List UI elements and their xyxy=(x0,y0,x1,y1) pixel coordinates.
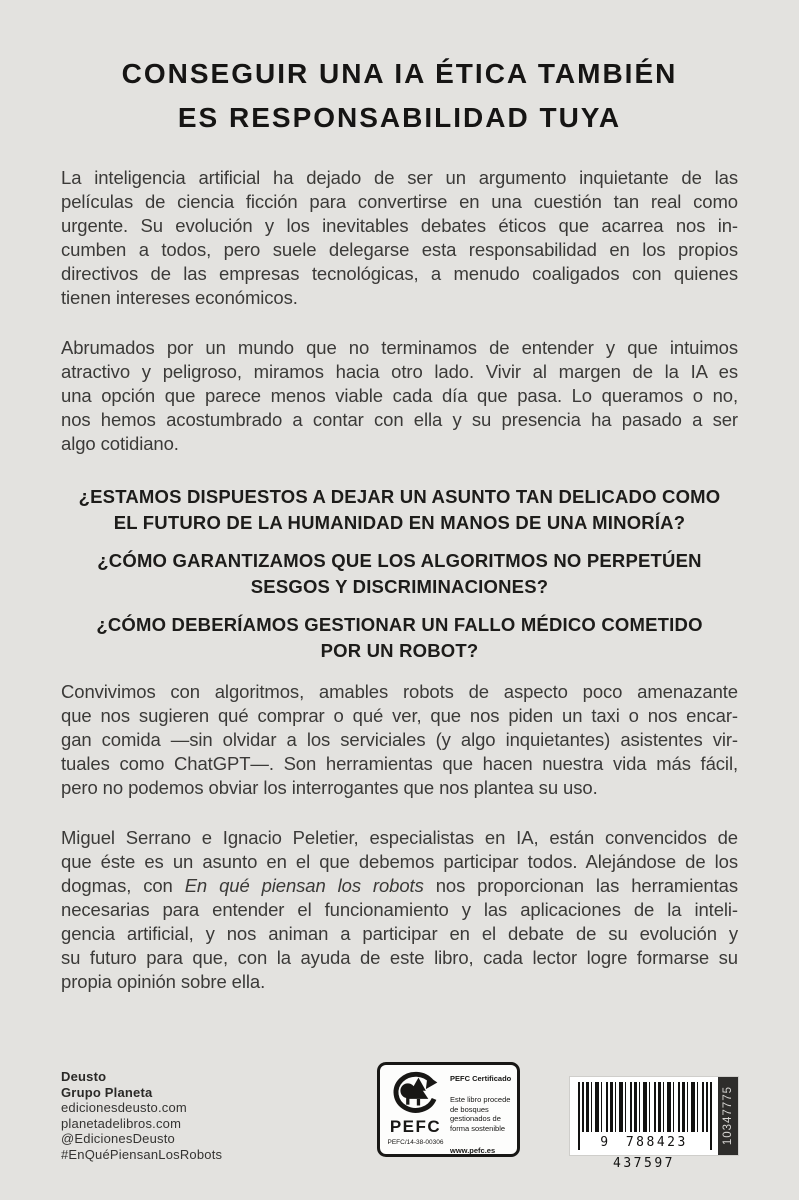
questions-block xyxy=(61,484,738,664)
text-line: que nos sugieren qué comprar o qué ver, que nos piden un taxi o nos encar- xyxy=(61,705,738,726)
text-line: tuales como ChatGPT—. Son herramientas que hacen nuestra vida más fácil, xyxy=(61,753,738,774)
text-line: tienen intereses económicos. xyxy=(61,287,298,308)
text-line: Grupo Planeta xyxy=(61,1084,153,1100)
barcode-side-strip xyxy=(718,1077,738,1155)
paragraph-algorithms xyxy=(61,680,738,800)
text-line: atractivo y peligroso, miramos hacia otro lado. Vivir al margen de la IA es xyxy=(61,361,738,382)
publisher-block xyxy=(61,1069,222,1162)
text-line: edicionesdeusto.com xyxy=(61,1100,187,1115)
text-line: que éste es un asunto en el que debemos participar todos. Alejándose de los xyxy=(61,851,738,872)
barcode xyxy=(570,1077,738,1171)
text-line: Deusto xyxy=(61,1069,107,1084)
text-line: cumben a todos, pero suele delegarse esta responsabilidad en los propios xyxy=(61,239,738,260)
text-line: pero no podemos obviar los interrogantes que nos plantea su uso. xyxy=(61,777,598,798)
text-line: una opción que parece menos viable cada día que pasa. Lo queramos o no, xyxy=(61,385,738,406)
text-line: urgente. Su evolución y los inevitables debates éticos que acarrea nos in- xyxy=(61,215,738,236)
text-line: La inteligencia artificial ha dejado de ser un argumento inquietante de las xyxy=(61,167,738,188)
text-line: ES RESPONSABILIDAD TUYA xyxy=(177,102,622,133)
text-line: SESGOS Y DISCRIMINACIONES? xyxy=(250,576,549,597)
pefc-certified-text: PEFC Certificado xyxy=(450,1074,512,1083)
text-line: algo cotidiano. xyxy=(61,433,179,454)
question-bias xyxy=(61,548,738,600)
barcode-side-number: 10347775 xyxy=(722,1086,734,1146)
text-line: ¿CÓMO DEBERÍAMOS GESTIONAR UN FALLO MÉDICO COMETIDO xyxy=(96,614,703,635)
text-line: ¿CÓMO GARANTIZAMOS QUE LOS ALGORITMOS NO PERPETÚEN xyxy=(97,550,702,571)
paragraph-context xyxy=(61,336,738,456)
pefc-certificate-code: PEFC/14-38-00306 xyxy=(387,1139,444,1146)
text-line: ¿ESTAMOS DISPUESTOS A DEJAR UN ASUNTO TAN DELICADO COMO xyxy=(78,486,721,507)
text-line: gencia artificial, y nos animan a participar en el debate de su evolución y xyxy=(61,923,738,944)
text-line: dogmas, con En qué piensan los robots nos proporcionan las herramientas xyxy=(61,875,738,896)
pefc-url: www.pefc.es xyxy=(450,1146,496,1155)
barcode-bars xyxy=(582,1082,708,1132)
pefc-claim-text: Este libro procede de bosques gestionados de forma sostenible xyxy=(450,1095,511,1133)
text-line: propia opinión sobre ella. xyxy=(61,971,266,992)
text-line: necesarias para entender el funcionamiento y las aplicaciones de la inteli- xyxy=(61,899,738,920)
text-line: @EdicionesDeusto xyxy=(61,1131,175,1146)
text-line: Convivimos con algoritmos, amables robots de aspecto poco amenazante xyxy=(61,681,738,702)
barcode-isbn-digits: 9 788423 437597 xyxy=(600,1135,688,1171)
text-line: directivos de las empresas tecnológicas, a menudo coaligados con quienes xyxy=(61,263,738,284)
text-line: su futuro para que, con la ayuda de este libro, cada lector logre formarse su xyxy=(61,947,738,968)
text-line: EL FUTURO DE LA HUMANIDAD EN MANOS DE UNA MINORÍA? xyxy=(113,512,686,533)
text-line: #EnQuéPiensanLosRobots xyxy=(61,1146,223,1162)
pefc-trees-icon xyxy=(391,1071,441,1117)
publisher-links xyxy=(61,1100,222,1162)
pefc-right-column xyxy=(444,1071,512,1155)
pefc-label xyxy=(377,1062,520,1157)
pefc-left-column xyxy=(387,1071,444,1149)
text-line: gan comida —sin olvidar a los serviciales (y algo inquietantes) asistentes vir- xyxy=(61,729,738,750)
publisher-imprint xyxy=(61,1069,222,1100)
text-line: CONSEGUIR UNA IA ÉTICA TAMBIÉN xyxy=(121,58,678,89)
pefc-wordmark: PEFC xyxy=(389,1117,442,1136)
text-line: películas de ciencia ficción para convertirse en una cuestión tan real como xyxy=(61,191,738,212)
paragraph-intro xyxy=(61,166,738,310)
barcode-main xyxy=(570,1077,718,1171)
text-line: Miguel Serrano e Ignacio Peletier, especialistas en IA, están convencidos de xyxy=(61,827,738,848)
paragraph-authors xyxy=(61,826,738,994)
text-line: Abrumados por un mundo que no terminamos de entender y que intuimos xyxy=(61,337,738,358)
text-line: planetadelibros.com xyxy=(61,1115,182,1131)
headline xyxy=(61,0,738,140)
question-medical-error xyxy=(61,612,738,664)
text-line: nos hemos acostumbrado a contar con ella y su presencia ha pasado a ser xyxy=(61,409,738,430)
text-line: POR UN ROBOT? xyxy=(320,640,479,661)
question-minority xyxy=(61,484,738,536)
